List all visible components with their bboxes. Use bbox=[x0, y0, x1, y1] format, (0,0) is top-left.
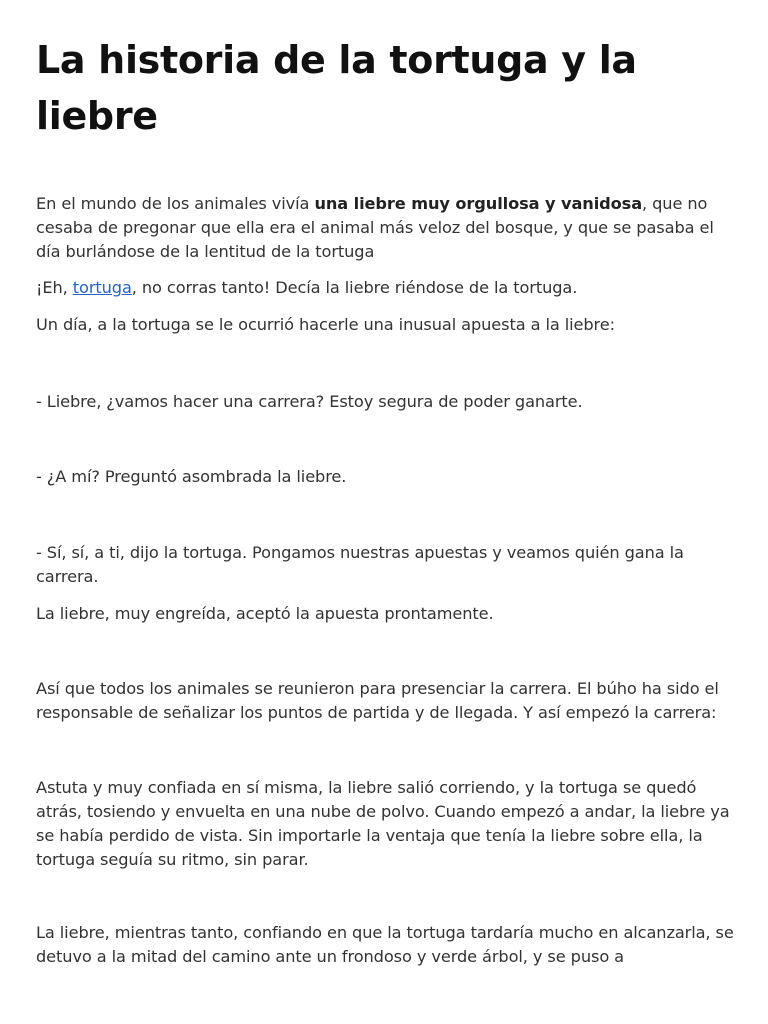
paragraph-carrera: Astuta y muy confiada en sí misma, la liebre salió corriendo, y la tortuga se quedó atrás, tosiendo y envuelta en una nube de polvo. Cuando empezó a andar, la liebre ya se había perdido de vista. Sin importarle la ventaja que tenía la liebre sobre ella, la tortuga seguía su ritmo, sin parar. bbox=[36, 778, 730, 869]
paragraph-dialogo-2: - ¿A mí? Preguntó asombrada la liebre. bbox=[36, 467, 347, 486]
article-title: La historia de la tortuga y la liebre bbox=[36, 38, 637, 138]
paragraph-eh-rest: , no corras tanto! Decía la liebre riéndose de la tortuga. bbox=[131, 278, 578, 297]
paragraph-reunieron: Así que todos los animales se reunieron para presenciar la carrera. El búho ha sido el responsable de señalizar los puntos de partida y de llegada. Y así empezó la carrera: bbox=[36, 679, 719, 722]
article bbox=[36, 0, 736, 966]
paragraph-dialogo-1: - Liebre, ¿vamos hacer una carrera? Estoy segura de poder ganarte. bbox=[36, 392, 583, 411]
paragraph-intro-rest: , que no cesaba de pregonar que ella era el animal más veloz del bosque, y que se pasaba el día burlándose de la lentitud de la tortuga bbox=[36, 194, 714, 261]
paragraph-eh bbox=[36, 276, 736, 300]
paragraph-descanso: La liebre, mientras tanto, confiando en que la tortuga tardaría mucho en alcanzarla, se detuvo a la mitad del camino ante un frondoso y verde árbol, y se puso a bbox=[36, 923, 734, 966]
paragraph-intro bbox=[36, 192, 736, 264]
paragraph-intro-bold: una liebre muy orgullosa y vanidosa bbox=[314, 194, 643, 213]
paragraph-dialogo-3: - Sí, sí, a ti, dijo la tortuga. Pongamos nuestras apuestas y veamos quién gana la carrera. bbox=[36, 543, 684, 586]
paragraph-intro-text: En el mundo de los animales vivía bbox=[36, 194, 315, 213]
paragraph-apuesta: Un día, a la tortuga se le ocurrió hacerle una inusual apuesta a la liebre: bbox=[36, 315, 615, 334]
tortuga-link[interactable]: tortuga bbox=[72, 278, 132, 297]
paragraph-acepto: La liebre, muy engreída, aceptó la apuesta prontamente. bbox=[36, 604, 494, 623]
paragraph-eh-text: ¡Eh, bbox=[36, 278, 73, 297]
